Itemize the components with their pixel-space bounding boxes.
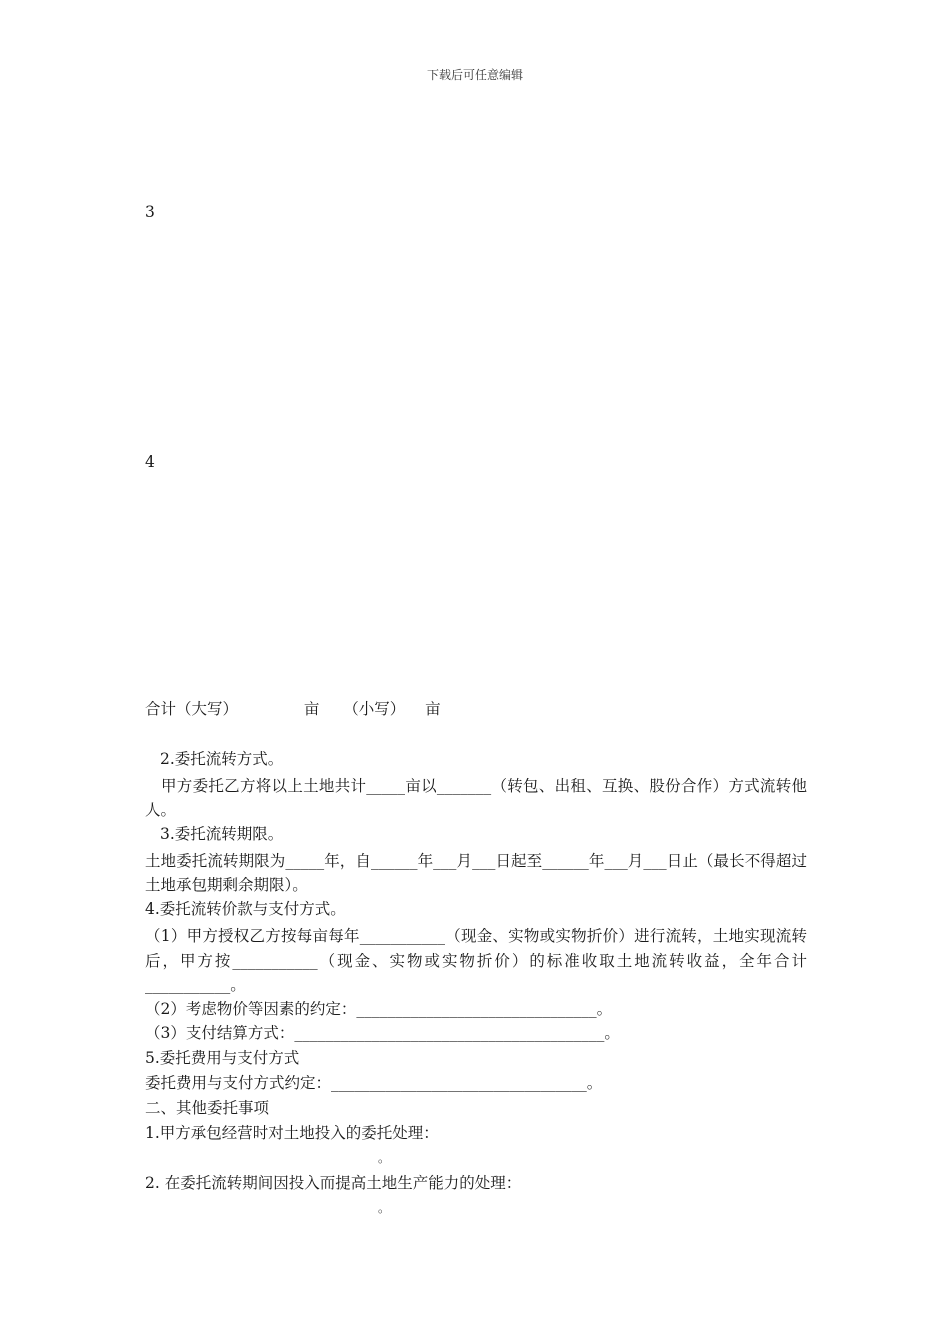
section-4-item-3: （3）支付结算方式：________________________________________。	[145, 1024, 620, 1042]
page-header: 下载后可任意编辑	[426, 68, 523, 82]
other-item-1-end: 。	[378, 1151, 391, 1165]
other-matters-title: 二、其他委托事项	[145, 1099, 270, 1117]
section-2-title: 2.委托流转方式。	[160, 750, 284, 768]
total-label: 合计（大写）	[145, 700, 239, 718]
total-unit-large: 亩	[303, 700, 320, 718]
section-5-title: 5.委托费用与支付方式	[145, 1049, 300, 1067]
section-5-body: 委托费用与支付方式约定：_________________________________。	[145, 1074, 603, 1092]
total-small-label: （小写）	[343, 700, 406, 718]
section-3-body: 土地委托流转期限为_____年，自______年___月___日起至______年___月___日止（最长不得超过土地承包期剩余期限）。	[145, 852, 807, 894]
section-2-body: 甲方委托乙方将以上土地共计_____亩以_______（转包、出租、互换、股份合作）方式流转他人。	[145, 777, 807, 819]
section-4-item-2: （2）考虑物价等因素的约定：_______________________________。	[145, 1000, 613, 1018]
other-item-2: 2. 在委托流转期间因投入而提高土地生产能力的处理：	[145, 1174, 522, 1192]
section-3-title: 3.委托流转期限。	[160, 825, 284, 843]
total-unit-small: 亩	[425, 700, 441, 718]
row-number-4: 4	[145, 453, 155, 471]
total-line	[145, 699, 441, 719]
row-number-3: 3	[145, 203, 155, 221]
other-item-2-end: 。	[378, 1201, 391, 1215]
section-4-title: 4.委托流转价款与支付方式。	[145, 900, 346, 918]
section-4-item-1: （1）甲方授权乙方按每亩每年___________（现金、实物或实物折价）进行流转，土地实现流转后，甲方按___________（现金、实物或实物折价）的标准收取土地流转收益，全年合计___________。	[145, 927, 807, 994]
other-item-1: 1.甲方承包经营时对土地投入的委托处理：	[145, 1124, 439, 1142]
